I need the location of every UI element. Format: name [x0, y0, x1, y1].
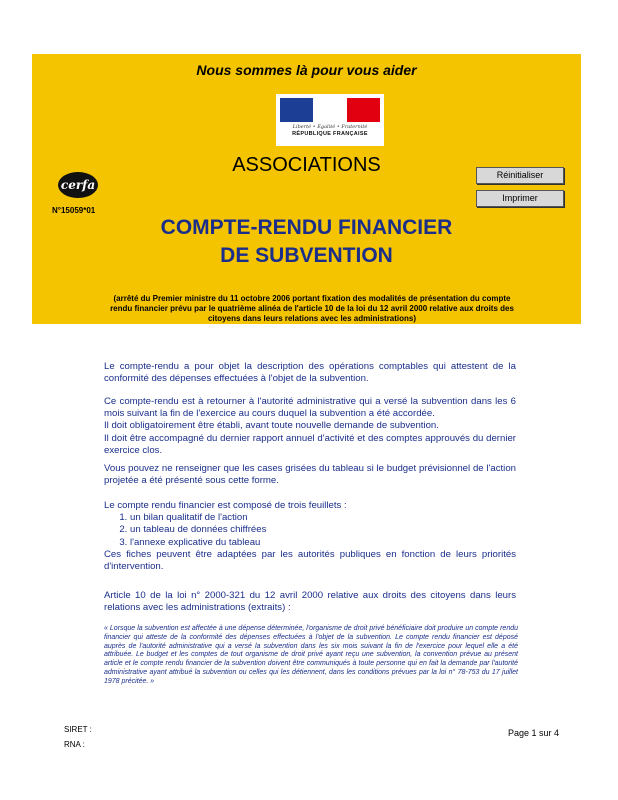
title-line-1: COMPTE-RENDU FINANCIER [160, 216, 453, 239]
marianne-country: RÉPUBLIQUE FRANÇAISE [292, 131, 368, 137]
page-number: Page 1 sur 4 [508, 728, 560, 738]
article-quote: « Lorsque la subvention est affectée à une dépense déterminée, l'organisme de droit privé bénéficiaire doit produire un compte rendu financier qui atteste de la conformité des dépenses effectuées à l'objet de la subvention. Le compte rendu financier est déposé auprès de l'autorité administrative qui a versé la subvention dans les six mois suivant la fin de l'exercice pour lequel elle a été attribuée. Le budget et les comptes de tout organisme de droit privé ayant reçu une subvention, la convention prévue au présent article et le compte rendu financier de la subvention doivent être communiqués à toute personne qui en fait la demande par l'autorité administrative ayant attribué la subvention ou celles qui les détiennent, dans les conditions prévues par la loi n° 78-753 du 17 juillet 1978 précitée. » [104, 625, 518, 685]
sheets-tail: Ces fiches peuvent être adaptées par les autorités publiques en fonction de leurs priorités d'intervention. [104, 548, 516, 573]
flag-white-band [313, 98, 347, 122]
flag-red-band [347, 98, 380, 122]
tagline: Nous sommes là pour vous aider [196, 62, 417, 78]
header-banner [32, 54, 581, 324]
return-line-2: Il doit obligatoirement être établi, avant toute nouvelle demande de subvention. [104, 420, 439, 432]
return-line-3: Il doit être accompagné du dernier rapport annuel d'activité et des comptes approuvés du dernier exercice clos. [104, 432, 516, 456]
cerfa-number: N°15059*01 [52, 206, 96, 215]
list-item: 1. un bilan qualitatif de l'action [130, 512, 516, 524]
siret-label: SIRET : [64, 725, 92, 734]
decree-reference: (arrêté du Premier ministre du 11 octobre 2006 portant fixation des modalités de présentation du compte rendu financier prévu par le quatrième alinéa de l'article 10 de la loi du 12 avril 2000 relative aux droits des citoyens dans leurs relations avec les administrations) [110, 294, 514, 323]
list-item: 2. un tableau de données chiffrées [130, 524, 516, 536]
rna-label: RNA : [64, 740, 85, 749]
paragraph-sheets [104, 500, 516, 573]
sheets-list [104, 512, 516, 549]
reset-button[interactable]: Réinitialiser [476, 167, 564, 184]
paragraph-article: Article 10 de la loi n° 2000-321 du 12 avril 2000 relative aux droits des citoyens dans leurs relations avec les administrations (extraits) : [104, 590, 516, 614]
paragraph-grey-cells: Vous pouvez ne renseigner que les cases grisées du tableau si le budget prévisionnel de l'action projetée a été présenté sous cette forme. [104, 463, 516, 487]
print-button[interactable]: Imprimer [476, 190, 564, 207]
sheets-lead: Le compte rendu financier est composé de trois feuillets : [104, 500, 347, 511]
cerfa-logo: cerfa [58, 172, 98, 198]
return-line-1: Ce compte-rendu est à retourner à l'autorité administrative qui a versé la subvention dans les 6 mois suivant la fin de l'exercice au cours duquel la subvention a été accordée. [104, 396, 516, 420]
marianne-motto: Liberté • Égalité • Fraternité [292, 124, 368, 130]
flag-blue-band [280, 98, 313, 122]
marianne-logo [280, 98, 380, 144]
list-item: 3. l'annexe explicative du tableau [130, 537, 516, 549]
page-title [32, 214, 581, 270]
associations-heading: ASSOCIATIONS [232, 154, 381, 176]
paragraph-purpose: Le compte-rendu a pour objet la description des opérations comptables qui attestent de la conformité des dépenses effectuées à l'objet de la subvention. [104, 361, 516, 385]
title-line-2: DE SUBVENTION [220, 244, 393, 267]
paragraph-return [104, 396, 516, 457]
